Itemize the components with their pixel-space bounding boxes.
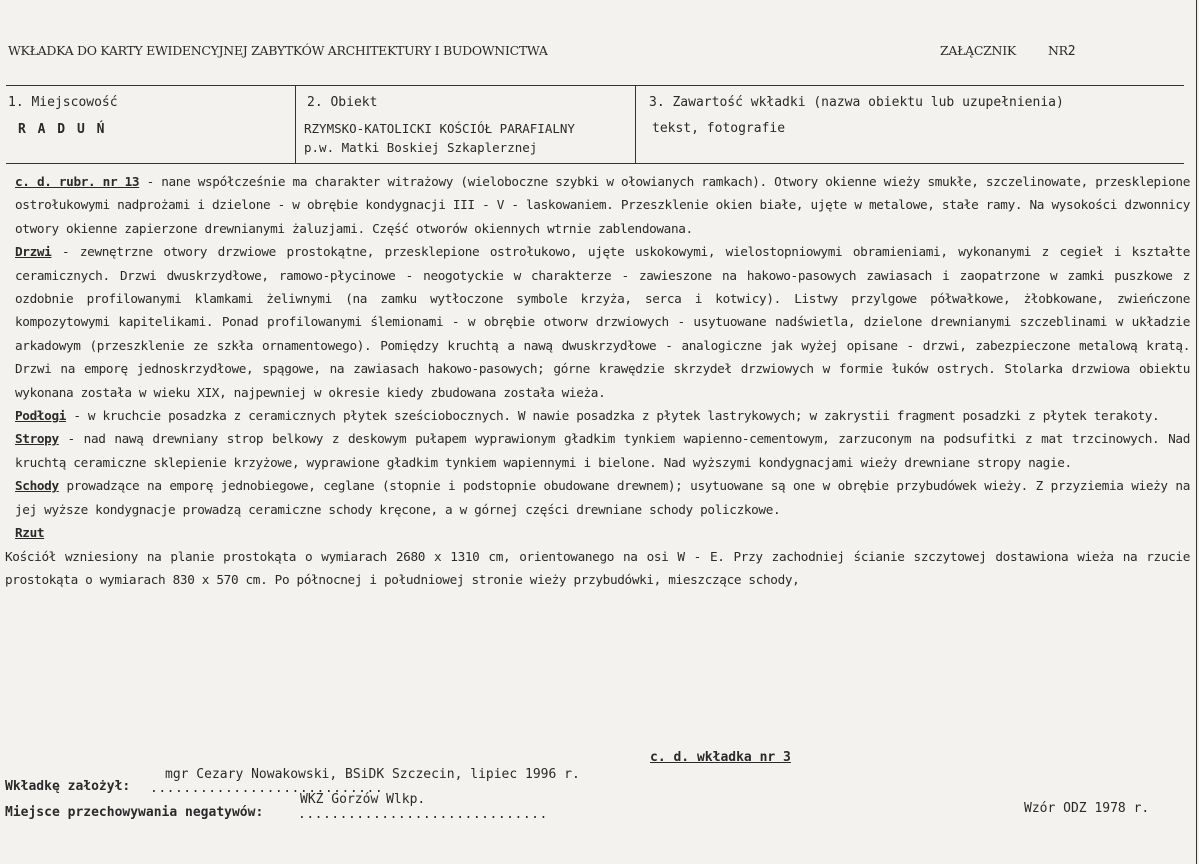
paragraph-text: Kościół wzniesiony na planie prostokąta o wymiarach 2680 x 1310 cm, orientowanego na osi W - E. Przy zachodniej ścianie szczytowej dostawiona wieża na rzucie prostokąta o wymiarach 830 x 570 cm. Po północnej i południowej stronie wieży przybudówki, mieszczące schody, xyxy=(5,548,1190,587)
paragraph-text: - w kruchcie posadzka z ceramicznych płytek sześciobocznych. W nawie posadzka z płytek lastrykowych; w zakrystii fragment posadzki z płytek terakoty. xyxy=(66,408,1160,424)
object-value-line-2: p.w. Matki Boskiej Szkaplerznej xyxy=(304,140,538,155)
paragraph-label: Rzut xyxy=(15,525,45,541)
place-label: 1. Miejscowość xyxy=(8,95,118,110)
author-value: mgr Cezary Nowakowski, BSiDK Szczecin, lipiec 1996 r. xyxy=(165,767,580,782)
paragraph-windows xyxy=(15,170,1190,240)
paragraph-ceilings xyxy=(15,427,1190,474)
paragraph-text: prowadzące na emporę jednobiegowe, ceglane (stopnie i podstopnie obudowane drewnem); usytuowane są one w obrębie przybudówek wieży. Z przyziemia wieży na jej wyższe kondygnacje prowadzą ceramiczne schody kręcone, a w górnej części drewniane schody policzkowe. xyxy=(15,478,1190,517)
paragraph-plan xyxy=(5,545,1190,592)
object-value-line-1: RZYMSKO-KATOLICKI KOŚCIÓŁ PARAFIALNY xyxy=(304,121,575,136)
document-title: WKŁADKA DO KARTY EWIDENCYJNEJ ZABYTKÓW ARCHITEKTURY I BUDOWNICTWA xyxy=(8,43,548,58)
paragraph-label: Podłogi xyxy=(15,408,67,424)
paragraph-text: - nane współcześnie ma charakter witrażowy (wieloboczne szybki w ołowianych ramkach). Otwory okienne wieży smukłe, szczelinowate, przesklepione ostrołukowymi nadprożami i dzielone - w obrębie kondygnacji III - V - laskowaniem. Przeszklenie okien białe, ujęte w metalowe, stałe ramy. Na wysokości dzwonnicy otwory okienne zapierzone drewnianymi żaluzjami. Część otworów okiennych wtrnie zablendowana. xyxy=(15,174,1190,236)
paragraph-stairs xyxy=(15,474,1190,521)
author-label: Wkładkę założył: xyxy=(5,779,131,794)
column-divider-2 xyxy=(635,85,636,163)
paragraph-text: - zewnętrzne otwory drzwiowe prostokątne, przesklepione ostrołukowo, ujęte uskokowymi, wielostopniowymi obramieniami, wykonanymi z cegieł i kształte ceramicznych. Drzwi dwuskrzydłowe, ramowo-płycinowe - neogotyckie w charakterze - zawieszone na hakowo-pasowych zawiasach i zaopatrzone w zamki puszkowe z ozdobnie profilowanymi klamkami żeliwnymi (na zamku wytłoczone symbole krzyża, serca i kotwicy). Listwy przylgowe półwałkowe, żłobkowane, zwieńczone kompozytowymi kapitelikami. Ponad profilowanymi ślemionami - w obrębie otworw drzwiowych - usytuowane nadświetla, dzielone drewnianymi szczeblinami w układzie arkadowym (przeszklenie ze szkła ornamentowego). Pomiędzy kruchtą a nawą dwuskrzydłowe - analogiczne jak wyżej opisane - drzwi, zabezpieczone metalową kratą. Drzwi na emporę jednoskrzydłowe, spągowe, na zawiasach hakowo-pasowych; górne krawędzie skrzydeł drzwiowych w formie łuków ostrych. Stolarka drzwiowa obiektu wykonana została w wieku XIX, najpewniej w okresie kiedy zbudowana została wieża. xyxy=(15,244,1190,400)
storage-label: Miejsce przechowywania negatywów: xyxy=(5,805,264,820)
header-divider xyxy=(6,85,1184,86)
paragraph-label: Schody xyxy=(15,478,59,494)
paragraph-plan-heading xyxy=(15,521,1190,544)
attachment-label: ZAŁĄCZNIK xyxy=(940,43,1016,58)
column-divider-1 xyxy=(295,85,296,163)
form-template-note: Wzór ODZ 1978 r. xyxy=(1024,801,1150,816)
number-prefix: NR xyxy=(1048,43,1068,58)
right-edge xyxy=(1196,0,1197,864)
storage-dotted-line: .............................. xyxy=(298,807,548,822)
storage-value: WKZ Gorzów Wlkp. xyxy=(300,792,426,807)
fields-divider xyxy=(6,163,1184,164)
paragraph-floors xyxy=(15,404,1190,427)
paragraph-label: Drzwi xyxy=(15,244,52,260)
number-value: 2 xyxy=(1067,44,1076,59)
paragraph-label: Stropy xyxy=(15,431,59,447)
continuation-note: c. d. wkładka nr 3 xyxy=(650,750,791,765)
paragraph-label: c. d. rubr. nr 13 xyxy=(15,174,140,189)
author-dotted-line: ............................ xyxy=(150,781,384,796)
number-label xyxy=(1048,43,1075,59)
paragraph-text: - nad nawą drewniany strop belkowy z deskowym pułapem wyprawionym gładkim tynkiem wapienno-cementowym, zarzuconym na podsufitki z mat trzcinowych. Nad kruchtą ceramiczne sklepienie krzyżowe, wyprawione gładkim tynkiem wapiennymi i bielone. Nad wyższymi kondygnacjami wieży drewniane stropy nagie. xyxy=(15,431,1190,470)
content-value: tekst, fotografie xyxy=(652,121,786,136)
paragraph-doors xyxy=(15,240,1190,404)
place-value: R A D U Ń xyxy=(18,122,107,137)
object-label: 2. Obiekt xyxy=(307,95,378,110)
content-label: 3. Zawartość wkładki (nazwa obiektu lub uzupełnienia) xyxy=(649,95,1064,110)
description-body xyxy=(5,170,1190,591)
